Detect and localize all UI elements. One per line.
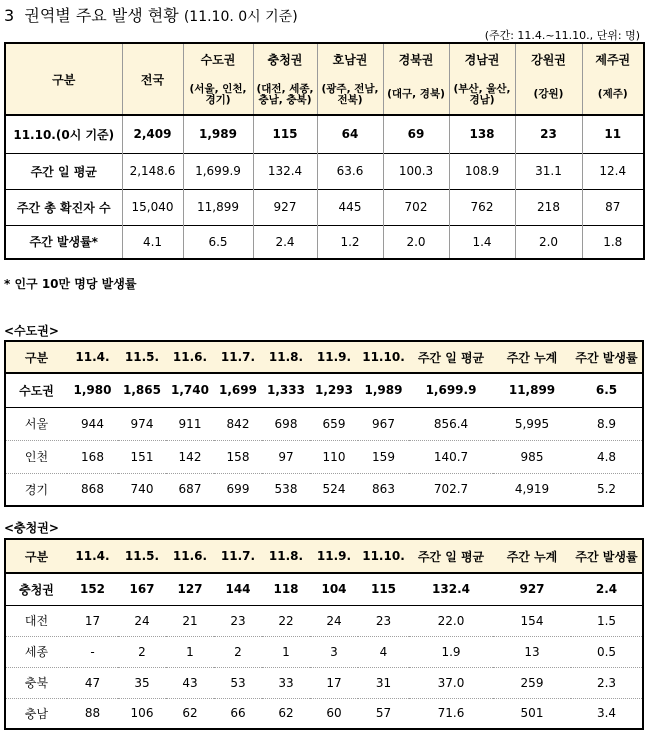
cell: 6.5 (183, 225, 253, 259)
cell: 2,148.6 (122, 153, 183, 189)
cell: 5.2 (596, 482, 617, 497)
cell: 140.7 (409, 440, 493, 473)
header-region-sub: (제주) (582, 75, 644, 115)
cell: 2.3 (571, 667, 643, 698)
table-row (5, 473, 643, 506)
cell: 1.2 (317, 225, 383, 259)
regional-summary-table (4, 42, 645, 260)
cell: 11 (582, 115, 644, 153)
cell: 1.8 (582, 225, 644, 259)
summary-row (5, 153, 644, 189)
cell: 967 (358, 407, 409, 440)
cell: 22.0 (409, 605, 493, 636)
cell: 1 (262, 636, 310, 667)
cell: 144 (225, 582, 251, 597)
cell: 863 (372, 482, 395, 497)
header-region-name: 경북권 (383, 43, 449, 75)
cell: 132.4 (253, 153, 317, 189)
cell: 66 (230, 706, 246, 721)
cell: 2 (118, 636, 166, 667)
header-region-sub: (서울, 인천, 경기) (183, 75, 253, 115)
cell: 57 (375, 706, 392, 721)
cell: 충청권 (19, 582, 54, 597)
cell: 501 (520, 706, 544, 721)
header-region-sub: (대구, 경북) (383, 75, 449, 115)
cell: 104 (321, 582, 347, 597)
cell: 1,980 (73, 383, 112, 398)
cell: 2.4 (253, 225, 317, 259)
cell: 31 (358, 667, 409, 698)
cell: 740 (130, 482, 154, 497)
cell: 985 (493, 440, 571, 473)
cell: 842 (214, 407, 262, 440)
cell: 2.0 (383, 225, 449, 259)
unit-note: (주간: 11.4.~11.10., 단위: 명) (484, 29, 640, 42)
cell: 88 (84, 706, 101, 721)
header-cell: 11.6. (166, 341, 214, 373)
cell: 1,293 (315, 383, 353, 398)
cell: 106 (130, 706, 154, 721)
cell: 911 (166, 407, 214, 440)
cell: 37.0 (409, 667, 493, 698)
header-cell: 주간 일 평균 (409, 341, 493, 373)
cell: 1.4 (449, 225, 515, 259)
cell: 64 (317, 115, 383, 153)
cell: 62 (182, 706, 198, 721)
cell: 53 (214, 667, 262, 698)
header-region-name: 강원권 (515, 43, 582, 75)
cell: 110 (310, 440, 358, 473)
cell: 경기 (24, 482, 49, 497)
cell: 63.6 (317, 153, 383, 189)
header-cell: 주간 누계 (493, 341, 571, 373)
cell: 24 (310, 605, 358, 636)
cell: 1,699.9 (425, 383, 477, 398)
row-label: 주간 총 확진자 수 (16, 200, 111, 215)
cell: 218 (515, 189, 582, 225)
cell: 168 (67, 440, 118, 473)
header-cell: 11.8. (262, 539, 310, 573)
cell: 11,899 (183, 189, 253, 225)
table-row (5, 407, 643, 440)
header-cell: 주간 발생률 (571, 341, 643, 373)
table-row (5, 698, 643, 729)
cell: 23 (515, 115, 582, 153)
header-region-name: 제주권 (582, 43, 644, 75)
cell: 1,699 (219, 383, 257, 398)
cell: 659 (310, 407, 358, 440)
cell: - (67, 636, 118, 667)
chungcheong-header-row (5, 539, 643, 573)
header-cell: 11.7. (214, 341, 262, 373)
cell: 1,740 (171, 383, 209, 398)
summary-row (5, 225, 644, 259)
cell: 687 (178, 482, 202, 497)
cell: 17 (67, 605, 118, 636)
header-region-name: 수도권 (183, 43, 253, 75)
cell: 97 (262, 440, 310, 473)
header-cell: 구분 (5, 539, 67, 573)
header-cell: 11.6. (166, 539, 214, 573)
cell: 115 (370, 582, 397, 597)
summary-header-row (5, 43, 644, 75)
footnote: * 인구 10만 명당 발생률 (4, 277, 137, 291)
header-cell: 11.10. (358, 539, 409, 573)
cell: 167 (129, 582, 155, 597)
cell: 13 (493, 636, 571, 667)
cell: 0.5 (571, 636, 643, 667)
header-region-sub: (대전, 세종, 충남, 충북) (253, 75, 317, 115)
cell: 3.4 (596, 706, 617, 721)
row-label: 11.10.(0시 기준) (13, 127, 115, 142)
table-row (5, 667, 643, 698)
cell: 100.3 (383, 153, 449, 189)
cell: 699 (226, 482, 250, 497)
cell: 2.4 (595, 582, 618, 597)
cell: 868 (81, 482, 104, 497)
cell: 1,699.9 (183, 153, 253, 189)
header-cell: 11.9. (310, 539, 358, 573)
cell: 115 (253, 115, 317, 153)
cell: 31.1 (515, 153, 582, 189)
cell: 698 (262, 407, 310, 440)
cell: 17 (310, 667, 358, 698)
cell: 12.4 (582, 153, 644, 189)
cell: 69 (383, 115, 449, 153)
cell: 1.5 (571, 605, 643, 636)
header-cell: 11.10. (358, 341, 409, 373)
cell: 11,899 (508, 383, 556, 398)
cell: 24 (118, 605, 166, 636)
cell: 1,865 (123, 383, 161, 398)
header-region-name: 경남권 (449, 43, 515, 75)
header-cell: 11.9. (310, 341, 358, 373)
chungcheong-daily-table (4, 538, 644, 730)
cell: 702 (383, 189, 449, 225)
header-region-name: 호남권 (317, 43, 383, 75)
cell: 524 (322, 482, 346, 497)
cell: 1 (166, 636, 214, 667)
cell: 159 (358, 440, 409, 473)
title-number: 3 (4, 6, 15, 25)
header-cell: 11.4. (67, 539, 118, 573)
cell: 23 (358, 605, 409, 636)
summary-row (5, 189, 644, 225)
summary-row (5, 115, 644, 153)
header-region-sub: (강원) (515, 75, 582, 115)
cell: 1,989 (183, 115, 253, 153)
cell: 21 (166, 605, 214, 636)
cell: 2.0 (515, 225, 582, 259)
cell: 127 (177, 582, 203, 597)
cell: 60 (326, 706, 342, 721)
cell: 259 (493, 667, 571, 698)
header-cell: 11.5. (118, 341, 166, 373)
table-row (5, 605, 643, 636)
cell: 856.4 (409, 407, 493, 440)
cell: 974 (118, 407, 166, 440)
cell: 762 (449, 189, 515, 225)
cell: 151 (118, 440, 166, 473)
row-label: 주간 일 평균 (30, 164, 97, 179)
cell: 1,989 (364, 383, 403, 398)
cell: 47 (67, 667, 118, 698)
cell: 15,040 (122, 189, 183, 225)
header-cell: 주간 일 평균 (409, 539, 493, 573)
chungcheong-total-row (5, 573, 643, 605)
cell: 4.1 (122, 225, 183, 259)
cell: 2 (214, 636, 262, 667)
cell: 1.9 (409, 636, 493, 667)
cell: 152 (79, 582, 106, 597)
cell: 445 (317, 189, 383, 225)
cell: 23 (214, 605, 262, 636)
table-row (5, 636, 643, 667)
header-cell: 11.8. (262, 341, 310, 373)
title-date: (11.10. 0시 기준) (183, 9, 298, 25)
cell: 87 (582, 189, 644, 225)
cell: 인천 (5, 440, 67, 473)
cell: 118 (273, 582, 299, 597)
cell: 4.8 (571, 440, 643, 473)
cell: 944 (67, 407, 118, 440)
cell: 138 (449, 115, 515, 153)
cell: 35 (118, 667, 166, 698)
cell: 108.9 (449, 153, 515, 189)
cell: 927 (519, 582, 545, 597)
sudogwon-header-row (5, 341, 643, 373)
cell: 4 (358, 636, 409, 667)
cell: 대전 (5, 605, 67, 636)
cell: 5,995 (493, 407, 571, 440)
header-cell: 11.5. (118, 539, 166, 573)
cell: 43 (166, 667, 214, 698)
header-cell: 주간 누계 (493, 539, 571, 573)
cell: 충남 (24, 706, 49, 721)
sudogwon-daily-table (4, 340, 644, 507)
cell: 세종 (5, 636, 67, 667)
header-cell: 11.7. (214, 539, 262, 573)
cell: 수도권 (19, 383, 54, 398)
section-label-sudogwon: <수도권> (4, 324, 59, 338)
header-cell: 주간 발생률 (571, 539, 643, 573)
header-cell: 구분 (5, 341, 67, 373)
cell: 1,333 (267, 383, 305, 398)
cell: 33 (262, 667, 310, 698)
header-region-name: 충청권 (253, 43, 317, 75)
cell: 2,409 (122, 115, 183, 153)
cell: 132.4 (432, 582, 470, 597)
title-text: 권역별 주요 발생 현황 (24, 6, 179, 25)
cell: 71.6 (437, 706, 465, 721)
cell: 3 (310, 636, 358, 667)
row-label: 주간 발생률* (29, 235, 98, 250)
cell: 서울 (5, 407, 67, 440)
table-row (5, 440, 643, 473)
header-cell: 11.4. (67, 341, 118, 373)
section-label-chungcheong: <충청권> (4, 521, 59, 535)
cell: 702.7 (433, 482, 469, 497)
cell: 8.9 (571, 407, 643, 440)
cell: 4,919 (514, 482, 550, 497)
header-region-sub: (부산, 울산, 경남) (449, 75, 515, 115)
cell: 6.5 (595, 383, 618, 398)
header-region-sub: (광주, 전남, 전북) (317, 75, 383, 115)
cell: 142 (166, 440, 214, 473)
cell: 927 (253, 189, 317, 225)
page-title (4, 3, 298, 26)
cell: 22 (262, 605, 310, 636)
cell: 538 (274, 482, 298, 497)
cell: 158 (214, 440, 262, 473)
cell: 62 (278, 706, 294, 721)
sudogwon-total-row (5, 373, 643, 407)
header-national: 전국 (122, 43, 183, 115)
cell: 154 (493, 605, 571, 636)
header-category: 구분 (5, 43, 122, 115)
cell: 충북 (5, 667, 67, 698)
